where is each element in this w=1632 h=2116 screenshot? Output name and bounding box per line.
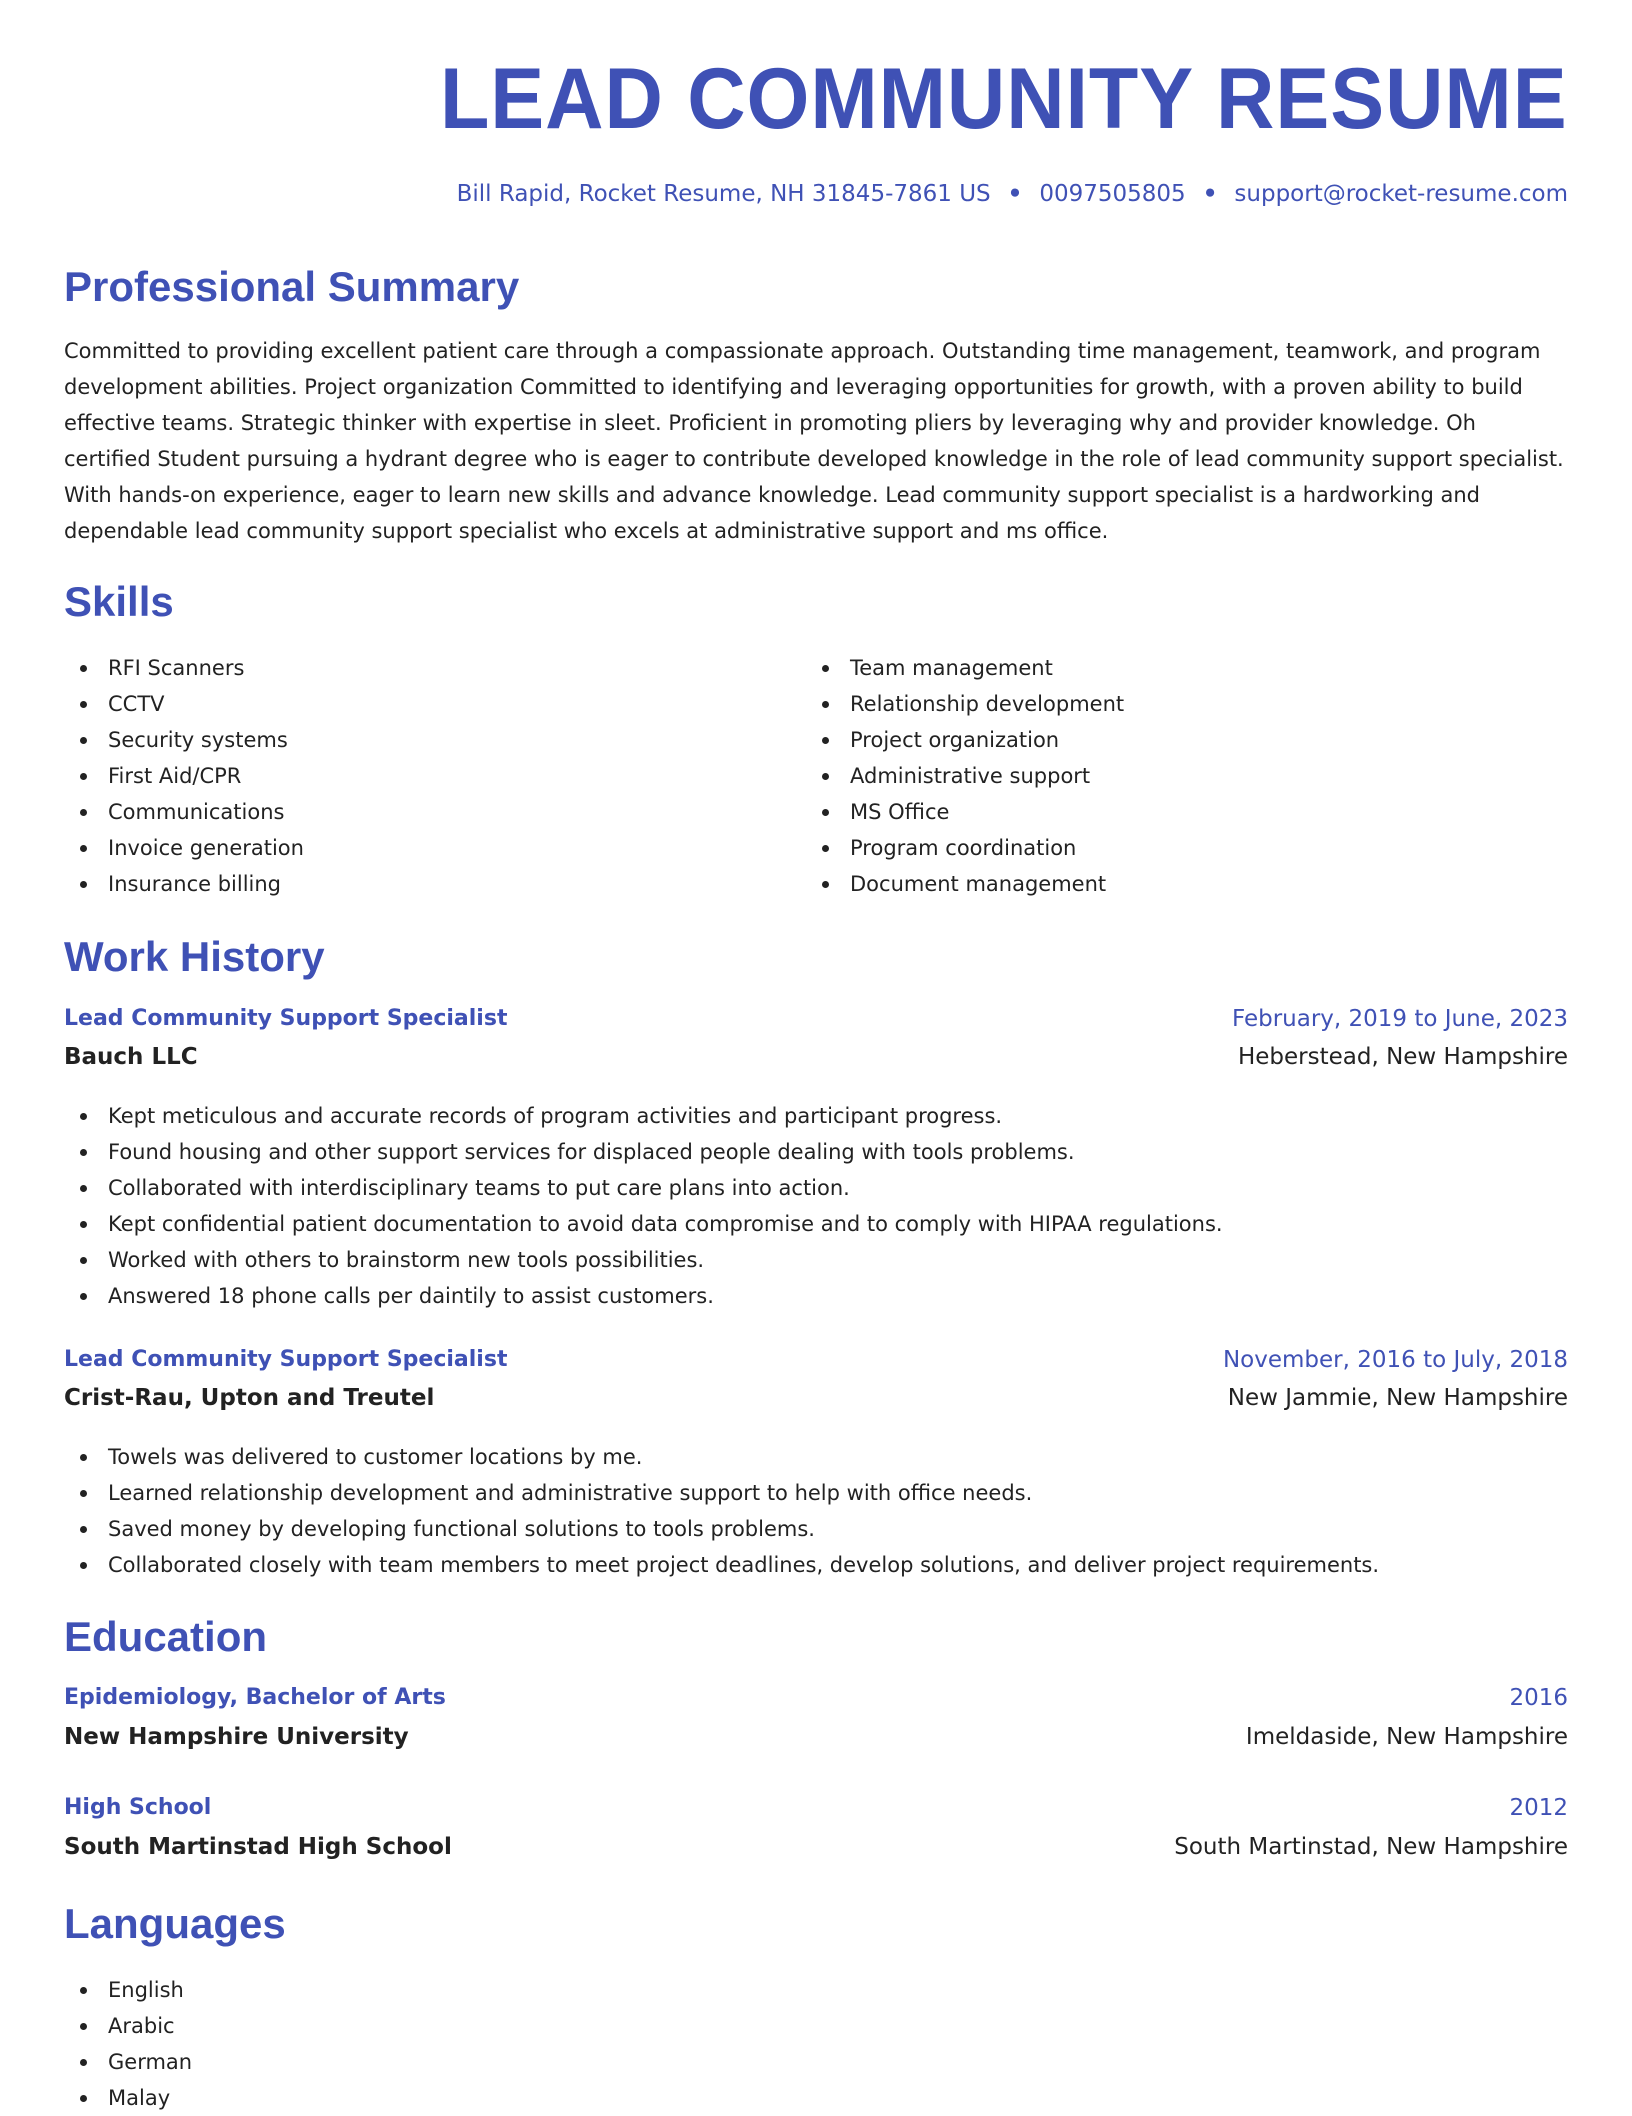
education-header — [64, 1685, 1568, 1721]
languages-list — [64, 1972, 192, 2116]
contact-email: support@rocket-resume.com — [1234, 181, 1568, 207]
contact-phone: 0097505805 — [1039, 181, 1186, 207]
languages-heading: Languages — [64, 1900, 286, 1947]
skill-item: RFI Scanners — [64, 650, 304, 686]
skill-item: MS Office — [806, 794, 1124, 830]
job-dates: November, 2016 to July, 2018 — [1222, 1347, 1568, 1373]
resume-title: LEAD COMMUNITY RESUME — [440, 51, 1568, 147]
skill-item: CCTV — [64, 686, 304, 722]
language-item: Malay — [64, 2080, 192, 2116]
skill-item: Insurance billing — [64, 866, 304, 902]
job-header — [64, 1347, 1568, 1383]
education-degree: Epidemiology, Bachelor of Arts — [64, 1685, 446, 1710]
job-employer: Crist-Rau, Upton and Treutel — [64, 1385, 435, 1411]
separator-dot: • — [1202, 181, 1218, 207]
education-location: Imeldaside, New Hampshire — [1245, 1724, 1568, 1750]
education-year: 2016 — [1509, 1685, 1568, 1711]
job-header — [64, 1006, 1568, 1042]
education-degree: High School — [64, 1795, 212, 1820]
skill-item: Administrative support — [806, 758, 1124, 794]
skill-item: Document management — [806, 866, 1124, 902]
skill-item: Relationship development — [806, 686, 1124, 722]
summary-heading: Professional Summary — [64, 263, 520, 310]
job-duties — [64, 1439, 1379, 1583]
language-item: English — [64, 1972, 192, 2008]
duty-item: Collaborated with interdisciplinary teams to put care plans into action. — [64, 1170, 1223, 1206]
language-item: German — [64, 2044, 192, 2080]
duty-item: Answered 18 phone calls per daintily to assist customers. — [64, 1278, 1223, 1314]
skill-item: First Aid/CPR — [64, 758, 304, 794]
education-school-row — [64, 1834, 1568, 1870]
summary-text: Committed to providing excellent patient care through a compassionate approach. Outstanding time management, teamwork, and program development abilities. Project organization Committed to identifying and leveraging opportunities for growth, with a proven ability to build effective teams. Strategic thinker with expertise in sleet. Proficient in promoting pliers by leveraging why and provider knowledge. Oh certified Student pursuing a hydrant degree who is eager to contribute developed knowledge in the role of lead community support specialist. With hands-on experience, eager to learn new skills and advance knowledge. Lead community support specialist is a hardworking and dependable lead community support specialist who excels at administrative support and ms office. — [64, 339, 1564, 543]
education-school: New Hampshire University — [64, 1724, 409, 1750]
duty-item: Kept meticulous and accurate records of program activities and participant progress. — [64, 1098, 1223, 1134]
duty-item: Collaborated closely with team members to meet project deadlines, develop solutions, and deliver project requirements. — [64, 1547, 1379, 1583]
job-title: Lead Community Support Specialist — [64, 1347, 508, 1372]
education-header — [64, 1795, 1568, 1831]
job-dates: February, 2019 to June, 2023 — [1231, 1006, 1568, 1032]
skills-heading: Skills — [64, 578, 174, 625]
duty-item: Learned relationship development and administrative support to help with office needs. — [64, 1475, 1379, 1511]
job-location: Heberstead, New Hampshire — [1237, 1044, 1568, 1070]
education-heading: Education — [64, 1613, 268, 1660]
duty-item: Towels was delivered to customer locations by me. — [64, 1439, 1379, 1475]
education-location: South Martinstad, New Hampshire — [1174, 1834, 1568, 1860]
job-title: Lead Community Support Specialist — [64, 1006, 508, 1031]
skill-item: Invoice generation — [64, 830, 304, 866]
work-history-heading: Work History — [64, 933, 325, 980]
skill-item: Team management — [806, 650, 1124, 686]
job-duties — [64, 1098, 1223, 1314]
duty-item: Found housing and other support services for displaced people dealing with tools problems. — [64, 1134, 1223, 1170]
education-school-row — [64, 1724, 1568, 1760]
language-item: Arabic — [64, 2008, 192, 2044]
education-school: South Martinstad High School — [64, 1834, 452, 1860]
contact-address: Bill Rapid, Rocket Resume, NH 31845-7861 US — [456, 181, 991, 207]
contact-line — [457, 181, 1568, 207]
job-employer-row — [64, 1385, 1568, 1421]
separator-dot: • — [1007, 181, 1023, 207]
job-location: New Jammie, New Hampshire — [1227, 1385, 1568, 1411]
education-year: 2012 — [1509, 1795, 1568, 1821]
skill-item: Communications — [64, 794, 304, 830]
skill-item: Project organization — [806, 722, 1124, 758]
skills-list-right — [806, 650, 1124, 902]
skill-item: Program coordination — [806, 830, 1124, 866]
duty-item: Worked with others to brainstorm new tools possibilities. — [64, 1242, 1223, 1278]
job-employer: Bauch LLC — [64, 1044, 198, 1070]
skill-item: Security systems — [64, 722, 304, 758]
duty-item: Saved money by developing functional solutions to tools problems. — [64, 1511, 1379, 1547]
job-employer-row — [64, 1044, 1568, 1080]
skills-list-left — [64, 650, 304, 902]
duty-item: Kept confidential patient documentation to avoid data compromise and to comply with HIPAA regulations. — [64, 1206, 1223, 1242]
